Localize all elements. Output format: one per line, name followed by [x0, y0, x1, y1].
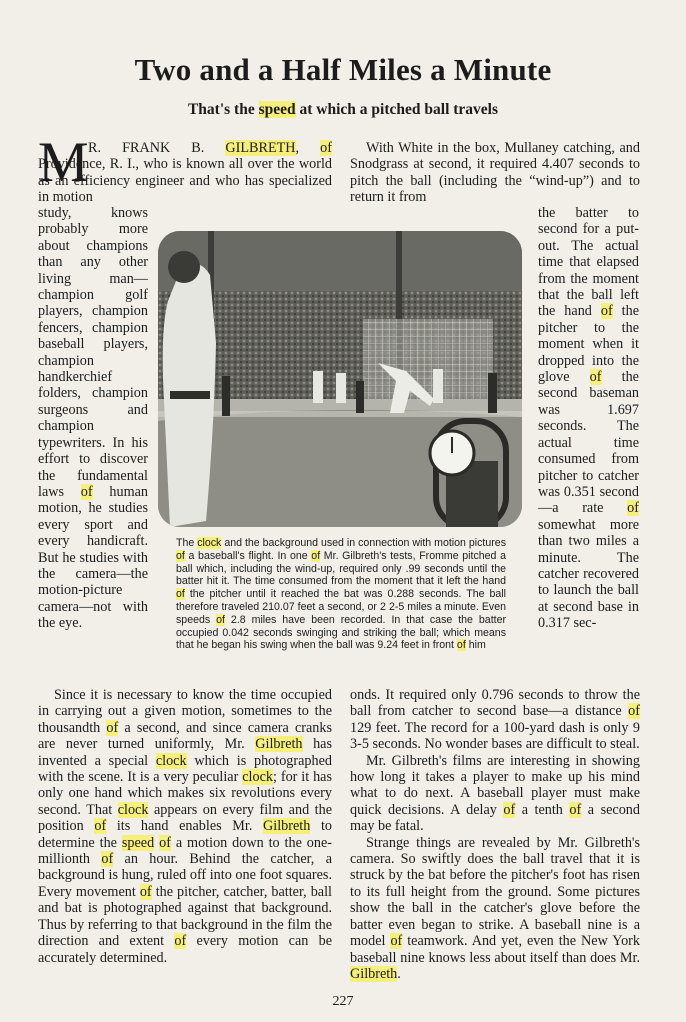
highlight-of: of [311, 549, 321, 562]
highlight-clock: clock [242, 769, 273, 786]
body-text: to determine the [38, 818, 332, 851]
highlight-of: of [176, 549, 185, 562]
highlight-name: GILBRETH [225, 140, 296, 156]
body-text: Strange things are revealed by Mr. Gilbreth's camera. So swiftly does the ball travel that it is struck by the bat before the pitcher's foot has risen to its full height from the ground. Some pictures show the ball in the catcher's glove before the batter even began to strike. A baseball nine is a model [350, 834, 640, 950]
narrow-right-text: the pitcher to the moment when it dropped into the glove [538, 303, 639, 386]
drop-cap: M [38, 131, 89, 194]
caption-text: him [465, 639, 486, 652]
body-text: a motion down to the one-millionth [38, 834, 332, 868]
body-text: has invented a special [38, 736, 332, 769]
subtitle-text: That's the [187, 101, 259, 118]
highlight-of: of [174, 933, 187, 950]
highlight-of: of [159, 834, 171, 851]
body-text: its hand enables Mr. [106, 818, 264, 835]
caption-text: The [176, 537, 198, 549]
page-number: 227 [332, 994, 354, 1009]
lead-text: R. FRANK B. [88, 140, 226, 156]
caption-text: 2.8 miles have been recorded. In that case the batter occupied 0.042 seconds swinging and striking the ball; which means that he began his swing when the ball was 9.24 feet in front [176, 613, 506, 652]
narrow-right-text: somewhat more than two miles a minute. The catcher recovered to launch the ball at second base in 0.317 sec- [538, 516, 639, 632]
highlight-of: of [139, 883, 152, 900]
article-title: Two and a Half Miles a Minute [134, 52, 552, 87]
right-top-paragraph: With White in the box, Mullaney catching, and Snodgrass at second, it required 4.407 seconds to pitch the ball (including the “wind-up”) and to return it from [350, 140, 640, 206]
body-text: the pitcher, catcher, batter, ball and bat is photographed against that background. Thus by referring to that background in the film the direction and extent [38, 883, 332, 950]
highlight-of: of [101, 851, 114, 868]
caption-text: the pitcher until it reached the bat was 0.288 seconds. The ball therefore traveled 210.07 feet a second, or 2 2-5 miles a minute. Even speeds [176, 588, 506, 626]
highlight-of: of [503, 801, 516, 818]
lead-paragraph [38, 131, 332, 206]
caption-text: a baseball's flight. In one [184, 549, 312, 562]
highlight-clock: clock [197, 537, 222, 549]
caption-text: Mr. Gilbreth's tests, Fromme pitched a ball which, including the wind-up, required only .99 seconds until the batter hit it. The time consumed from the moment that it left the hand [176, 549, 506, 588]
body-text: teamwork. And yet, even the New York baseball nine knows less about itself than does Mr. [350, 933, 640, 966]
highlight-of: of [320, 140, 332, 156]
highlight-of: of [80, 483, 93, 500]
photo-caption [176, 537, 506, 652]
body-text: a tenth [515, 801, 570, 818]
highlight-name: Gilbreth [263, 818, 311, 835]
highlight-of: of [456, 639, 466, 652]
highlight-of: of [390, 933, 403, 950]
highlight-name: Gilbreth [350, 965, 398, 982]
body-text: . [397, 965, 401, 982]
highlight-of: of [628, 703, 640, 720]
caption-text: and the background used in connection with motion pictures [221, 537, 506, 549]
highlight-of: of [216, 613, 225, 626]
body-text: Mr. Gilbreth's films are interesting in showing how long it takes a player to make up his mind what to do next. A baseball player must make quick decisions. A delay [350, 752, 640, 818]
highlight-speed: speed [121, 834, 155, 851]
highlight-name: Gilbreth [255, 736, 303, 753]
left-narrow-text [38, 205, 148, 632]
highlight-of: of [176, 588, 185, 601]
highlight-of: of [627, 500, 639, 517]
body-text: a second may be fatal. [350, 801, 640, 835]
narrow-left-text: human motion, he studies every sport and every handicraft. But he studies with the camera—the motion-picture camera—not with the eye. [38, 483, 148, 632]
body-text: 129 feet. The record for a 100-yard dash is only 9 3-5 seconds. No wonder bases are difficult to steal. [350, 719, 640, 753]
highlight-of: of [106, 719, 119, 736]
baseball-scene-illustration [158, 231, 522, 527]
highlight-of: of [569, 801, 582, 818]
body-text: Since it is necessary to know the time occupied in carrying out a given motion, sometimes to the thousandth [38, 687, 332, 736]
right-bottom-paragraph-3 [350, 835, 640, 983]
right-narrow-text [538, 205, 639, 632]
narrow-left-text: study, knows probably more about champions than any other living man—champion golf players, champion fencers, champion baseball players, champion handkerchief folders, champion surgeons and champion typewriters. In his effort to discover the fundamental laws [38, 205, 148, 500]
body-text: a second, and since camera cranks are never turned uniformly, Mr. [38, 719, 332, 753]
body-text: every motion can be accurately determined. [38, 933, 332, 966]
highlight-speed: speed [258, 101, 296, 118]
right-bottom-paragraph-1 [350, 687, 640, 753]
highlight-of: of [589, 369, 602, 386]
narrow-right-text: the second baseman was 1.697 seconds. The actual time consumed from pitcher to catcher was 0.351 second—a rate [538, 369, 639, 517]
right-bottom-text [350, 687, 640, 982]
body-text: an hour. Behind the catcher, a background is hung, ruled off into one foot squares. Every movement [38, 851, 332, 900]
body-text: which is photographed with the scene. It is a very peculiar [38, 752, 332, 786]
lead-text: , [295, 140, 321, 156]
body-text: appears on every film and the position [38, 801, 333, 835]
subtitle-text: at which a pitched ball travels [295, 101, 499, 118]
highlight-clock: clock [117, 801, 149, 818]
narrow-right-text: the batter to second for a put-out. The actual time that elapsed from the moment that the ball left the hand [538, 205, 639, 320]
baseball-photo [158, 231, 522, 527]
highlight-clock: clock [155, 752, 187, 769]
highlight-of: of [94, 818, 107, 835]
article-subtitle [0, 101, 686, 119]
left-bottom-paragraph [38, 687, 332, 966]
right-bottom-paragraph-2 [350, 753, 640, 835]
body-text: ; for it has only one hand which makes six revolutions every second. That [38, 769, 333, 818]
highlight-of: of [600, 303, 613, 320]
lead-text: Providence, R. I., who is known all over the world as an efficiency engineer and who has specialized in motion [38, 156, 332, 206]
body-text: onds. It required only 0.796 seconds to throw the ball from catcher to second base—a distance [350, 687, 640, 720]
